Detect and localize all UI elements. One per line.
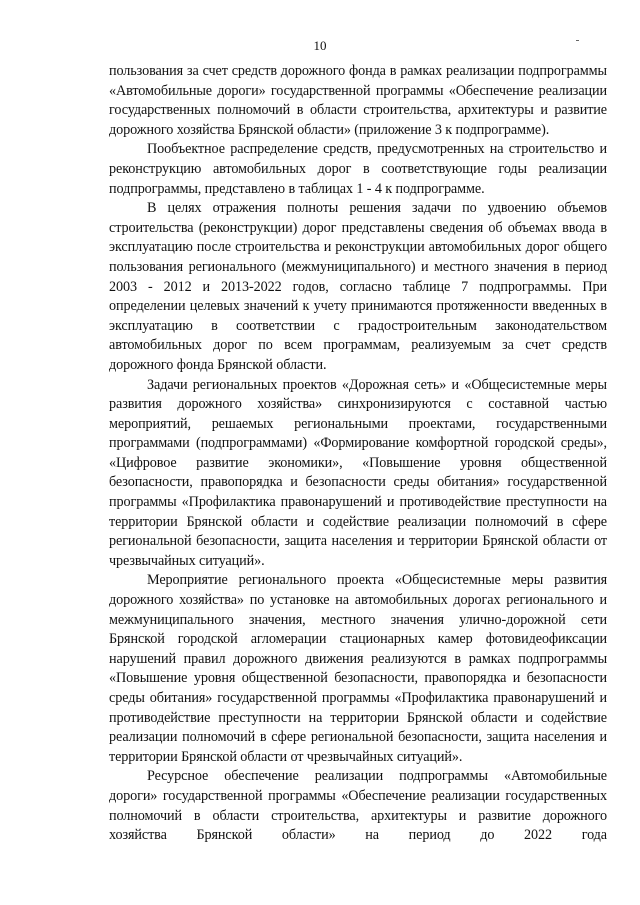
- page-number: 10: [313, 38, 327, 53]
- paragraph-5: Мероприятие регионального проекта «Общесистемные меры развития дорожного хозяйства» по установке на автомобильных дорогах регионального и межмуниципального значения, местного значения улично-дорожной сети Брянской городской агломерации стационарных камер фотовидеофиксации нарушений правил дорожного движения реализуются в рамках подпрограммы «Повышение уровня общественной безопасности, правопорядка и безопасности среды обитания» государственной программы «Профилактика правонарушений и противодействие преступности на территории Брянской области и содействие реализации полномочий в сфере региональной безопасности, защита населения и территории Брянской области от чрезвычайных ситуаций».: [109, 572, 607, 765]
- paragraph-1: пользования за счет средств дорожного фонда в рамках реализации подпрограммы «Автомобильные дороги» государственной программы «Обеспечение реализации государственных полномочий в области строительства, архитектуры и развитие дорожного хозяйства Брянской области» (приложение 3 к подпрограмме).: [109, 63, 607, 138]
- paragraph-3: В целях отражения полноты решения задачи по удвоению объемов строительства (реконструкции) дорог представлены сведения об объемах ввода в эксплуатацию после строительства и реконструкции автомобильных дорог общего пользования регионального (межмуниципального) и местного значения в период 2003 - 2012 и 2013-2022 годов, согласно таблице 7 подпрограммы. При определении целевых значений к учету принимаются протяженности введенных в эксплуатацию в соответствии с градостроительным законодательством автомобильных дорог по всем программам, реализуемым за счет средств дорожного фонда Брянской области.: [109, 200, 607, 373]
- paragraph-6: Ресурсное обеспечение реализации подпрограммы «Автомобильные дороги» государственной программы «Обеспечение реализации государственных полномочий в области строительства, архитектуры и развитие дорожного хозяйства Брянской области» на период до 2022 года: [109, 768, 607, 844]
- document-body: [109, 62, 607, 846]
- paragraph-4: Задачи региональных проектов «Дорожная сеть» и «Общесистемные меры развития дорожного хозяйства» синхронизируются с составной частью мероприятий, решаемых региональными проектами, государственными программами (подпрограммами) «Формирование комфортной городской среды», «Цифровое развитие экономики», «Повышение уровня общественной безопасности, правопорядка и безопасности среды обитания» государственной программы «Профилактика правонарушений и противодействие преступности на территории Брянской области и содействие реализации полномочий в сфере региональной безопасности, защита населения и территории Брянской области от чрезвычайных ситуаций».: [109, 376, 607, 569]
- paragraph-2: Пообъектное распределение средств, предусмотренных на строительство и реконструкцию автомобильных дорог в соответствующие годы реализации подпрограммы, представлено в таблицах 1 - 4 к подпрограмме.: [109, 141, 607, 197]
- scan-mark: [576, 40, 579, 41]
